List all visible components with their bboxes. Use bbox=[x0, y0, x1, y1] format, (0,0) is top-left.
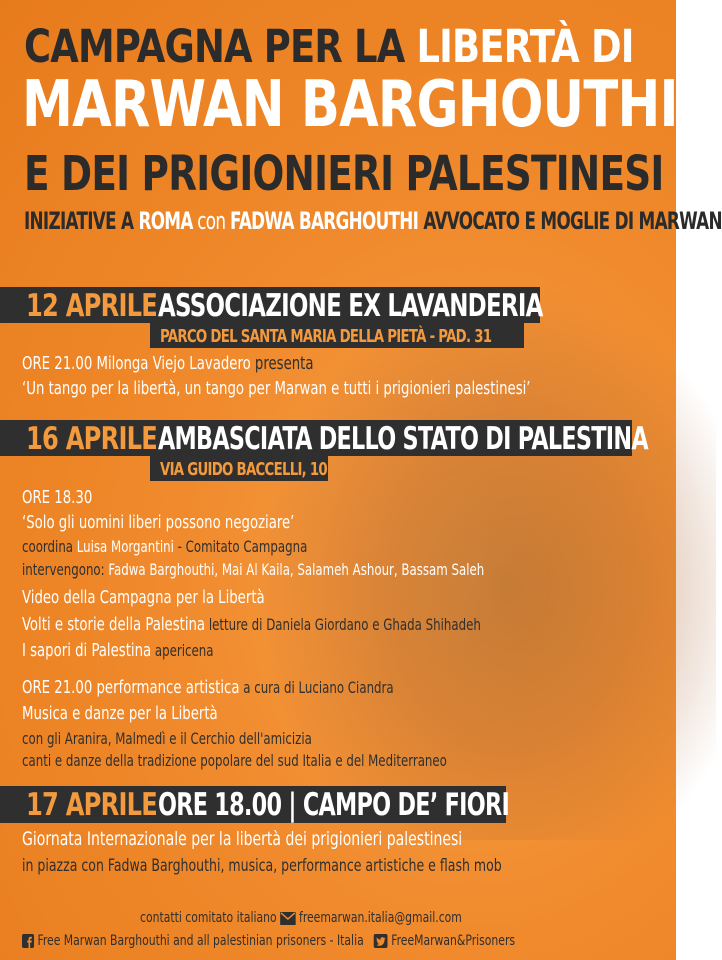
coord-name: Luisa Morgantini bbox=[76, 537, 174, 556]
event1-date: 12 APRILE bbox=[26, 288, 158, 324]
header-sub: INIZIATIVE A bbox=[24, 207, 139, 235]
event2-coordinator bbox=[22, 537, 307, 556]
event2-music: Musica e danze per la Libertà bbox=[22, 703, 218, 724]
event2-title: ‘Solo gli uomini liberi possono negoziare’ bbox=[22, 512, 295, 533]
event1-address: PARCO DEL SANTA MARIA DELLA PIETÀ - PAD. 31 bbox=[160, 326, 492, 347]
event1-time-text: ORE 21.00 Milonga Viejo Lavadero bbox=[22, 353, 251, 374]
event2-volti bbox=[22, 614, 481, 635]
event2-speakers bbox=[22, 560, 484, 579]
sapori-desc: apericena bbox=[151, 641, 214, 660]
sapori-title: I sapori di Palestina bbox=[22, 640, 152, 661]
event3-desc: in piazza con Fadwa Barghouthi, musica, performance artistiche e flash mob bbox=[22, 856, 502, 876]
event2-video: Video della Campagna per la Libertà bbox=[22, 587, 265, 608]
header-line-3: E DEI PRIGIONIERI PALESTINESI bbox=[24, 146, 664, 202]
mail-icon bbox=[280, 912, 295, 925]
event2-date: 16 APRILE bbox=[26, 421, 158, 457]
header-sub-rome: ROMA bbox=[138, 207, 193, 235]
event2-time1: ORE 18.30 bbox=[22, 487, 93, 508]
event1-time bbox=[22, 353, 314, 374]
volti-readers: letture di Daniela Giordano e Ghada Shihadeh bbox=[205, 615, 481, 634]
volti-title: Volti e storie della Palestina bbox=[22, 614, 206, 635]
time2-text: ORE 21.00 bbox=[22, 677, 97, 698]
header-sub-con: con bbox=[192, 207, 230, 235]
footer-contacts bbox=[140, 910, 462, 926]
speakers-label: intervengono: bbox=[22, 560, 109, 579]
event3-date: 17 APRILE bbox=[26, 787, 158, 823]
coord-label: coordina bbox=[22, 537, 77, 556]
event2-time2 bbox=[22, 677, 394, 698]
event1-title: ‘Un tango per la libertà, un tango per Marwan e tutti i prigionieri palestinesi’ bbox=[22, 378, 531, 399]
twitter-link[interactable]: FreeMarwan&Prisoners bbox=[391, 933, 516, 949]
coord-org: - Comitato Campagna bbox=[173, 537, 308, 556]
twitter-icon bbox=[374, 934, 388, 948]
speakers-names: Fadwa Barghouthi, Mai Al Kaila, Salameh Ashour, Bassam Saleh bbox=[108, 560, 485, 579]
event2-venue: AMBASCIATA DELLO STATO DI PALESTINA bbox=[158, 421, 648, 457]
header-line-4 bbox=[24, 207, 722, 235]
facebook-link[interactable]: Free Marwan Barghouthi and all palestinian prisoners - Italia bbox=[37, 933, 364, 949]
email-link[interactable]: freemarwan.italia@gmail.com bbox=[299, 910, 462, 926]
event1-venue: ASSOCIAZIONE EX LAVANDERIA bbox=[158, 288, 543, 324]
header-sub-role: AVVOCATO E MOGLIE DI MARWAN bbox=[418, 207, 722, 235]
time2-performance: performance artistica bbox=[96, 677, 240, 698]
header-name: MARWAN BARGHOUTHI bbox=[22, 68, 678, 142]
event3-title: Giornata Internazionale per la libertà dei prigionieri palestinesi bbox=[22, 828, 463, 850]
time2-curator: a cura di Luciano Ciandra bbox=[239, 678, 394, 697]
header-text: CAMPAGNA PER LA bbox=[24, 20, 417, 73]
event2-groups: con gli Aranira, Malmedì e il Cerchio dell'amicizia bbox=[22, 729, 312, 748]
contacts-label: contatti comitato italiano bbox=[140, 910, 277, 926]
header-line-1 bbox=[24, 20, 634, 73]
event2-address: VIA GUIDO BACCELLI, 10 bbox=[160, 459, 327, 480]
event3-time-place: ORE 18.00 | CAMPO DE’ FIORI bbox=[158, 787, 510, 823]
header-sub-fadwa: FADWA BARGHOUTHI bbox=[229, 207, 419, 235]
event1-presenta: presenta bbox=[250, 353, 314, 374]
event2-songs: canti e danze della tradizione popolare del sud Italia e del Mediterraneo bbox=[22, 751, 447, 770]
footer-social bbox=[22, 933, 515, 949]
event2-sapori bbox=[22, 640, 213, 661]
facebook-icon bbox=[22, 934, 34, 948]
header-highlight: LIBERTÀ DI bbox=[416, 20, 634, 73]
